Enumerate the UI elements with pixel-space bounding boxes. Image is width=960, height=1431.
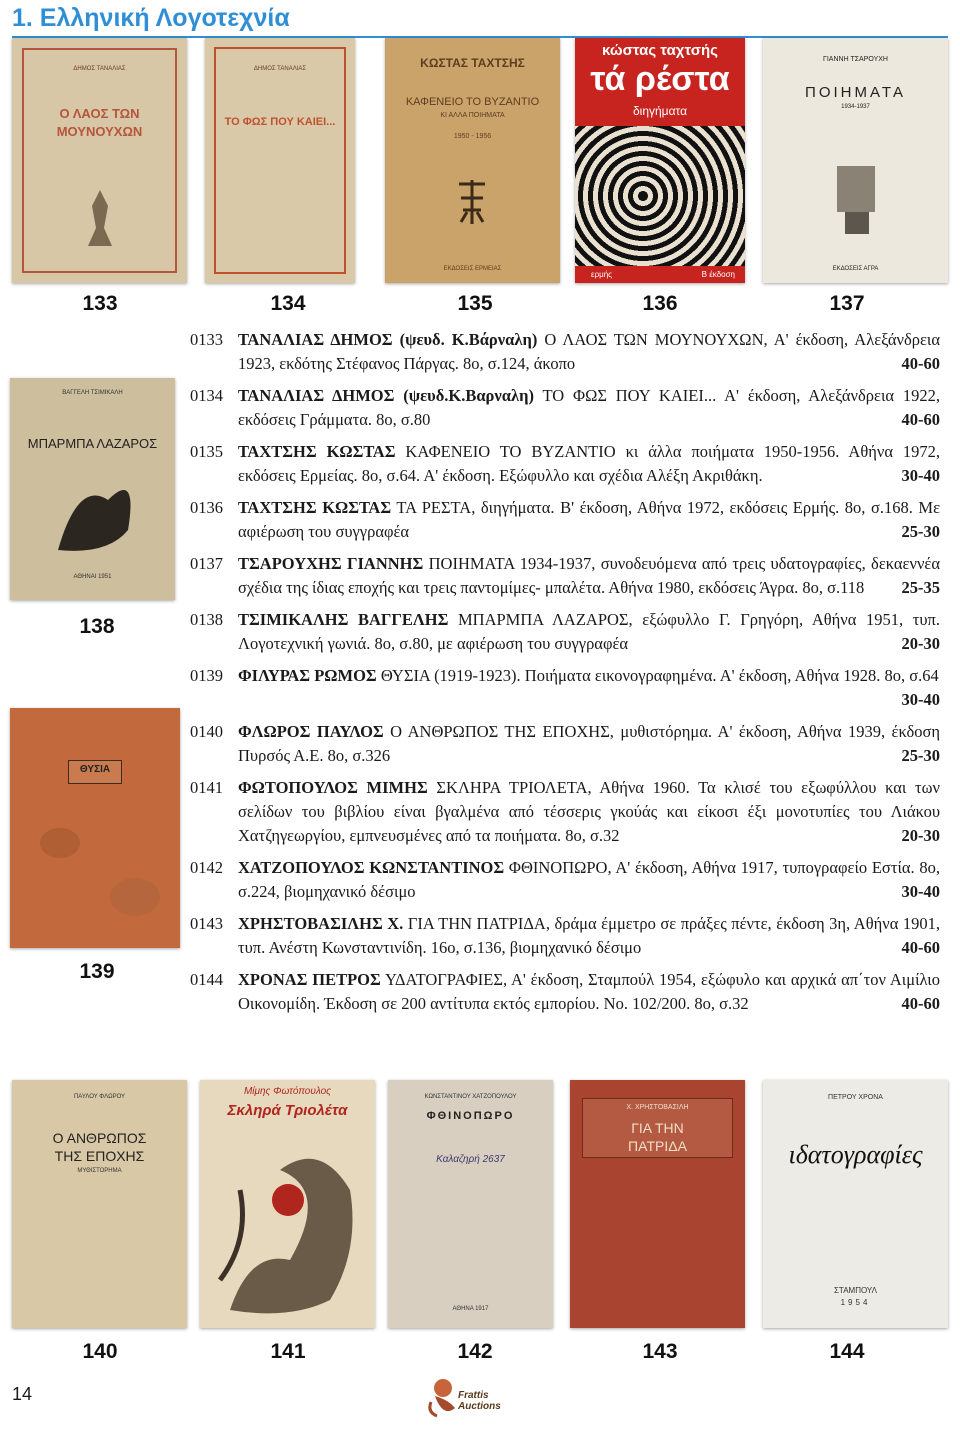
cover-135-subtitle: ΚΙ ΑΛΛΑ ΠΟΙΗΜΑΤΑ: [440, 112, 505, 119]
cover-139: [10, 708, 180, 948]
logo-line-2: Auctions: [458, 1401, 501, 1412]
entry-code: 0135: [190, 442, 223, 461]
cover-140-title-2: ΤΗΣ ΕΠΟΧΗΣ: [54, 1148, 145, 1164]
entry-text: ΤΑ ΡΕΣΤΑ, διηγήματα. Β' έκδοση, Αθήνα 1972, εκδόσεις Ερμής. 8ο, σ.168. Με αφιέρωση του συγγραφέα: [238, 498, 941, 541]
cover-137-illustration: [827, 158, 887, 238]
logo-text: [458, 1390, 501, 1412]
cover-140-subtitle: ΜΥΘΙΣΤΟΡΗΜΑ: [77, 1168, 122, 1174]
cover-141-illustration: [210, 1130, 365, 1320]
cover-142-title: ΦΘΙΝΟΠΩΡΟ: [426, 1110, 515, 1122]
cover-134-title: ΤΟ ΦΩΣ ΠΟΥ ΚΑΙΕΙ...: [224, 116, 336, 128]
cover-135-author: ΚΩΣΤΑΣ ΤΑΧΤΣΗΣ: [420, 56, 525, 70]
cover-137-years: 1934-1937: [841, 104, 870, 110]
cover-136-edition: Β έκδοση: [701, 270, 735, 279]
entry-price: 20-30: [901, 634, 940, 653]
cover-136-author: κώστας ταχτσής: [602, 42, 718, 59]
cover-137-title: ΠΟΙΗΜΑΤΑ: [805, 84, 906, 101]
cover-137-author: ΓΙΑΝΝΗ ΤΣΑΡΟΥΧΗ: [822, 56, 888, 63]
entry-author: ΦΙΛΥΡΑΣ ΡΩΜΟΣ: [238, 666, 377, 685]
entry-code: 0142: [190, 858, 223, 877]
cover-136-pattern: [575, 126, 745, 266]
cover-143-title-1: ΓΙΑ ΤΗΝ: [631, 1120, 684, 1136]
cover-135-years: 1950 - 1956: [453, 133, 492, 140]
entry-code: 0139: [190, 666, 223, 685]
entry-0140: [190, 720, 940, 768]
cover-142: [388, 1080, 553, 1328]
lot-number-133: 133: [82, 292, 118, 315]
entry-author: ΧΡΗΣΤΟΒΑΣΙΛΗΣ Χ.: [238, 914, 404, 933]
entry-price: 25-35: [901, 578, 940, 597]
entry-price: 25-30: [901, 746, 940, 765]
cover-138-author: ΒΑΓΓΕΛΗ ΤΣΙΜΙΚΑΛΗ: [62, 390, 123, 396]
cover-141-title: Σκληρά Τριολέτα: [227, 1102, 348, 1119]
cover-143-title-2: ΠΑΤΡΙΔΑ: [628, 1138, 687, 1154]
entry-price: 25-30: [901, 522, 940, 541]
cover-141: [200, 1080, 375, 1328]
lot-number-135: 135: [457, 292, 493, 315]
cover-143-author: Χ. ΧΡΗΣΤΟΒΑΣΙΛΗ: [626, 1104, 689, 1111]
entry-code: 0137: [190, 554, 223, 573]
entry-author: ΧΑΤΖΟΠΟΥΛΟΣ ΚΩΝΣΤΑΝΤΙΝΟΣ: [238, 858, 505, 877]
entry-0135: [190, 440, 940, 488]
entry-author: ΦΩΤΟΠΟΥΛΟΣ ΜΙΜΗΣ: [238, 778, 428, 797]
cover-142-author: ΚΩΝΣΤΑΝΤΙΝΟΥ ΧΑΤΖΟΠΟΥΛΟΥ: [424, 1094, 517, 1100]
entry-author: ΤΑΝΑΛΙΑΣ ΔΗΜΟΣ (ψευδ. Κ.Βάρναλη): [238, 330, 538, 349]
entry-text: ΥΔΑΤΟΓΡΑΦΙΕΣ, Α' έκδοση, Σταμπούλ 1954, εξώφυλο και αρχικά απ΄τον Αιμίλιο Οικονομίδη. Έκδοση σε 200 αντίτυπα εκτός εμπορίου. Νο. 102/200. 8ο, σ.32: [238, 970, 940, 1013]
cover-135-title: ΚΑΦΕΝΕΙΟ ΤΟ ΒΥΖΑΝΤΙΟ: [405, 96, 540, 108]
entry-code: 0141: [190, 778, 223, 797]
cover-135-glyph: [455, 178, 489, 226]
entry-text: ΣΚΛΗΡΑ ΤΡΙΟΛΕΤΑ, Αθήνα 1960. Τα κλισέ του εξωφύλλου και των σελίδων του βιβλίου είναι βγαλμένα από τέσσερις γκούάς και είκοσι έξι μονοτυπίες του Λιάκου Χατζηγεωργίου, εμπνευσμένες από τα ποιήματα. 8ο, σ.32: [238, 778, 940, 845]
cover-135-publisher: ΕΚΔΟΣΕΙΣ ΕΡΜΕΙΑΣ: [443, 266, 502, 272]
cover-133: [12, 38, 187, 283]
entry-price: 30-40: [901, 882, 940, 901]
cover-138: [10, 378, 175, 600]
cover-138-year: ΑΘΗΝΑΙ 1951: [73, 574, 112, 580]
cover-144: [763, 1080, 948, 1328]
entry-author: ΧΡΟΝΑΣ ΠΕΤΡΟΣ: [238, 970, 381, 989]
cover-137-publisher: ΕΚΔΟΣΕΙΣ ΑΓΡΑ: [832, 266, 879, 272]
entry-text: Ο ΛΑΟΣ ΤΩΝ ΜΟΥΝΟΥΧΩΝ, Α' έκδοση, Αλεξάνδρεια 1923, εκδότης Στέφανος Πάργας. 8ο, σ.124, άκοπο: [238, 330, 940, 373]
entry-price: 40-60: [901, 410, 940, 429]
entry-0137: [190, 552, 940, 600]
cover-135: [385, 38, 560, 283]
entry-code: 0140: [190, 722, 223, 741]
entry-code: 0143: [190, 914, 223, 933]
cover-134: [205, 38, 355, 283]
entry-text: Ο ΑΝΘΡΩΠΟΣ ΤΗΣ ΕΠΟΧΗΣ, μυθιστόρημα. Α' έκδοση, Αθήνα 1939, έκδοση Πυρσός Α.Ε. 8ο, σ.326: [238, 722, 940, 765]
lot-number-134: 134: [270, 292, 306, 315]
cover-144-title: ιδατογραφίες: [788, 1140, 923, 1169]
cover-136-publisher: ερμής: [591, 270, 613, 279]
entry-text: ΘΥΣΙΑ (1919-1923). Ποιήματα εικονογραφημένα. Α' έκδοση, Αθήνα 1928. 8ο, σ.64: [376, 666, 939, 685]
cover-144-author: ΠΕΤΡΟΥ ΧΡΟΝΑ: [828, 1094, 883, 1101]
cover-136: [575, 38, 745, 283]
page-number: 14: [12, 1384, 33, 1404]
entry-0139: [190, 664, 940, 712]
entry-price: 40-60: [901, 938, 940, 957]
entry-0142: [190, 856, 940, 904]
lot-number-137: 137: [829, 292, 865, 315]
lot-number-144: 144: [829, 1340, 865, 1363]
cover-133-title-1: Ο ΛΑΟΣ ΤΩΝ: [59, 106, 140, 121]
cover-140: [12, 1080, 187, 1328]
entry-price: 40-60: [901, 354, 940, 373]
entry-code: 0138: [190, 610, 223, 629]
lot-number-140: 140: [82, 1340, 118, 1363]
section-title: 1. Ελληνική Λογοτεχνία: [12, 4, 290, 32]
entry-0133: [190, 328, 940, 376]
cover-136-subtitle: διηγήματα: [632, 104, 688, 118]
entry-text: ΚΑΦΕΝΕΙΟ ΤΟ ΒΥΖΑΝΤΙΟ κι άλλα ποιήματα 1950-1956. Αθήνα 1972, εκδόσεις Ερμείας. 8ο, σ.64. Α' έκδοση. Εξώφυλλο και σχέδια Αλέξη Ακριθάκη.: [238, 442, 941, 485]
entry-author: ΤΑΧΤΣΗΣ ΚΩΣΤΑΣ: [238, 498, 392, 517]
lot-number-142: 142: [457, 1340, 493, 1363]
cover-144-year: 1954: [840, 1298, 871, 1307]
cover-138-title: ΜΠΑΡΜΠΑ ΛΑΖΑΡΟΣ: [27, 436, 158, 451]
entry-price: 20-30: [901, 826, 940, 845]
entry-author: ΤΑΝΑΛΙΑΣ ΔΗΜΟΣ (ψευδ.Κ.Βαρναλη): [238, 386, 534, 405]
entry-0136: [190, 496, 940, 544]
entry-price: 30-40: [901, 690, 940, 709]
cover-140-author: ΠΑΥΛΟΥ ΦΛΩΡΟΥ: [73, 1094, 126, 1100]
cover-139-title: ΘΥΣΙΑ: [79, 764, 111, 775]
entry-code: 0136: [190, 498, 223, 517]
cover-144-place: ΣΤΑΜΠΟΥΛ: [833, 1286, 878, 1295]
entry-author: ΤΑΧΤΣΗΣ ΚΩΣΤΑΣ: [238, 442, 396, 461]
lot-number-143: 143: [642, 1340, 678, 1363]
logo-line-1: Frattis: [458, 1390, 489, 1401]
entry-text: ΦΘΙΝΟΠΩΡΟ, Α' έκδοση, Αθήνα 1917, τυπογραφείο Εστία. 8ο, σ.224, βιομηχανικό δέσιμο: [238, 858, 940, 901]
cover-136-title: τά ρέστα: [590, 60, 730, 98]
cover-133-title-2: ΜΟΥΝΟΥΧΩΝ: [56, 124, 143, 139]
lot-number-139: 139: [79, 960, 115, 983]
lot-number-141: 141: [270, 1340, 306, 1363]
entry-text: ΓΙΑ ΤΗΝ ΠΑΤΡΙΔΑ, δράμα έμμετρο σε πράξες πέντε, έκδοση 3η, Αθήνα 1901, τυπ. Ανέστη Κωνσταντινίδη. 16ο, σ.136, βιομηχανικό δέσιμο: [238, 914, 940, 957]
entry-0143: [190, 912, 940, 960]
cover-140-title-1: Ο ΑΝΘΡΩΠΟΣ: [52, 1130, 147, 1146]
cover-133-illustration: [82, 188, 118, 248]
entry-0134: [190, 384, 940, 432]
entry-0141: [190, 776, 940, 848]
entry-code: 0134: [190, 386, 223, 405]
entry-author: ΤΣΑΡΟΥΧΗΣ ΓΙΑΝΝΗΣ: [238, 554, 424, 573]
catalogue-entries: [190, 328, 940, 1024]
entry-code: 0144: [190, 970, 223, 989]
cover-133-author: ΔΗΜΟΣ ΤΑΝΑΛΙΑΣ: [73, 66, 126, 72]
entry-text: ΤΟ ΦΩΣ ΠΟΥ ΚΑΙΕΙ... Α' έκδοση, Αλεξάνδρεια 1922, εκδόσεις Γράμματα. 8ο, σ.80: [238, 386, 940, 429]
entry-author: ΦΛΩΡΟΣ ΠΑΥΛΟΣ: [238, 722, 384, 741]
entry-price: 40-60: [901, 994, 940, 1013]
entry-price: 30-40: [901, 466, 940, 485]
cover-137: [763, 38, 948, 283]
entry-text: ΜΠΑΡΜΠΑ ΛΑΖΑΡΟΣ, εξώφυλλο Γ. Γρηγόρη, Αθήνα 1951, τυπ. Λογοτεχνική γωνιά. 8ο, σ.80, με αφιέρωση του συγγραφέα: [238, 610, 941, 653]
cover-142-imprint: ΑΘΗΝΑ 1917: [452, 1306, 489, 1312]
cover-142-inscription: Καλαζηρή 2637: [436, 1154, 505, 1165]
entry-0144: [190, 968, 940, 1016]
lot-number-136: 136: [642, 292, 678, 315]
cover-141-author: Μίμης Φωτόπουλος: [243, 1086, 332, 1097]
cover-138-illustration: [48, 460, 144, 560]
entry-text: ΠΟΙΗΜΑΤΑ 1934-1937, συνοδευόμενα από τρεις υδατογραφίες, δεκαεννέα σχέδια της ίδιας εποχής και τρεις παντομίμες- μπαλέτα. Αθήνα 1980, εκδόσεις Άγρα. 8ο, σ.118: [238, 554, 940, 597]
cover-134-author: ΔΗΜΟΣ ΤΑΝΑΛΙΑΣ: [253, 66, 307, 72]
entry-code: 0133: [190, 330, 223, 349]
lot-number-138: 138: [79, 615, 115, 638]
cover-143: [570, 1080, 745, 1328]
entry-0138: [190, 608, 940, 656]
entry-author: ΤΣΙΜΙΚΑΛΗΣ ΒΑΓΓΕΛΗΣ: [238, 610, 449, 629]
